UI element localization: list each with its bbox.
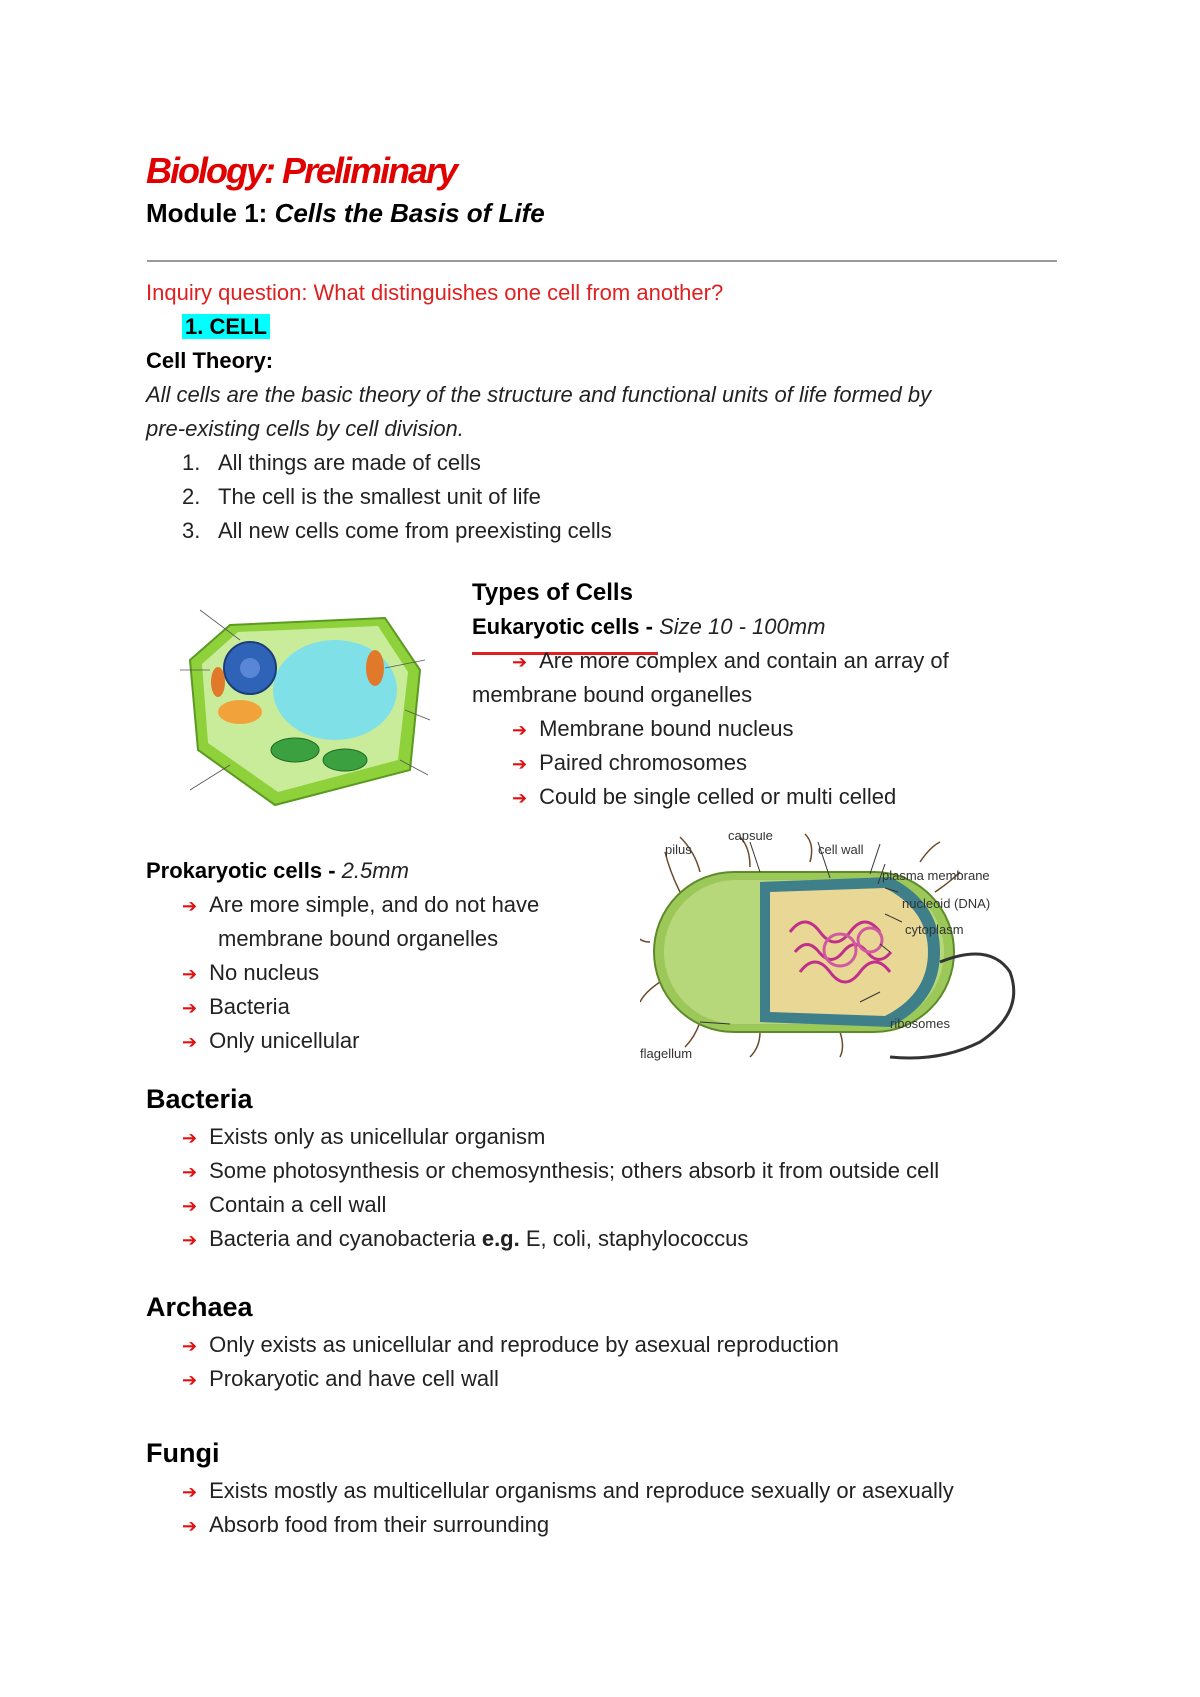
eukaryotic-point-1 (512, 644, 949, 679)
chloroplast-shape (271, 738, 319, 762)
cell-theory-point (182, 446, 481, 480)
archaea-point-text: Prokaryotic and have cell wall (209, 1366, 499, 1391)
module-heading (146, 198, 545, 229)
point-text: The cell is the smallest unit of life (218, 484, 541, 509)
section-cell-heading (182, 310, 270, 344)
section-cell-label: 1. CELL (182, 314, 270, 339)
eukaryotic-separator: - (639, 614, 660, 639)
mitochondrion-shape (366, 650, 384, 686)
arrow-icon: ➔ (182, 1482, 198, 1502)
inquiry-question: Inquiry question: What distinguishes one cell from another? (146, 280, 724, 305)
point-text: All new cells come from preexisting cells (218, 518, 612, 543)
arrow-icon: ➔ (182, 896, 198, 916)
prokaryotic-point-1-continued: membrane bound organelles (218, 926, 499, 951)
module-prefix: Module 1: (146, 198, 275, 228)
arrow-icon: ➔ (182, 1336, 198, 1356)
arrow-icon: ➔ (182, 1162, 198, 1182)
bacteria-example-prefix: Bacteria and cyanobacteria (209, 1226, 482, 1251)
prokaryotic-line (146, 854, 409, 888)
cell-theory-point (182, 480, 541, 514)
prokaryotic-size: 2.5mm (341, 858, 409, 883)
label-nucleoid: nucleoid (DNA) (902, 896, 991, 911)
arrow-icon: ➔ (182, 1196, 198, 1216)
bacteria-point (182, 1188, 386, 1223)
label-cytoplasm: cytoplasm (905, 922, 964, 937)
arrow-icon: ➔ (182, 1370, 198, 1390)
archaea-heading: Archaea (146, 1292, 253, 1322)
label-plasma-membrane: plasma membrane (882, 868, 990, 883)
label-pilus: pilus (665, 842, 692, 857)
arrow-icon: ➔ (512, 754, 528, 774)
eukaryotic-point-1-continued: membrane bound organelles (472, 682, 753, 707)
bacteria-point-text: Some photosynthesis or chemosynthesis; others absorb it from outside cell (209, 1158, 940, 1183)
eukaryotic-point-text: Paired chromosomes (539, 750, 747, 775)
eukaryotic-line (472, 610, 825, 644)
bacteria-point-text: Contain a cell wall (209, 1192, 387, 1217)
prokaryotic-point (182, 990, 290, 1025)
archaea-point-text: Only exists as unicellular and reproduce by asexual reproduction (209, 1332, 839, 1357)
prokaryotic-label: Prokaryotic cells (146, 858, 323, 883)
eukaryotic-size: Size 10 - 100mm (659, 614, 826, 639)
label-capsule: capsule (728, 832, 773, 843)
prokaryotic-point-1-text: Are more simple, and do not have (209, 892, 540, 917)
arrow-icon: ➔ (182, 1516, 198, 1536)
bacteria-example-eg: e.g. (481, 1226, 520, 1251)
archaea-point (182, 1362, 499, 1397)
eukaryotic-point-text: Membrane bound nucleus (539, 716, 794, 741)
eukaryotic-point (512, 780, 896, 815)
document-title: Biology: Preliminary (146, 150, 457, 191)
bacteria-point (182, 1154, 939, 1189)
prokaryotic-separator: - (322, 858, 342, 883)
label-ribosomes: ribosomes (890, 1016, 950, 1031)
bacteria-point (182, 1222, 748, 1257)
mitochondrion-shape (211, 667, 225, 697)
chloroplast-shape (323, 749, 367, 771)
label-flagellum: flagellum (640, 1046, 693, 1061)
eukaryotic-point-1-text: Are more complex and contain an array of (539, 648, 949, 673)
bacteria-example-suffix: E, coli, staphylococcus (519, 1226, 749, 1251)
prokaryotic-point (182, 1024, 360, 1059)
arrow-icon: ➔ (182, 1230, 198, 1250)
arrow-icon: ➔ (182, 1128, 198, 1148)
types-of-cells-heading: Types of Cells (472, 579, 633, 606)
fungi-point-text: Absorb food from their surrounding (209, 1512, 550, 1537)
fungi-point-text: Exists mostly as multicellular organisms and reproduce sexually or asexually (209, 1478, 954, 1503)
cell-theory-heading: Cell Theory: (146, 348, 274, 373)
point-text: All things are made of cells (218, 450, 481, 475)
arrow-icon: ➔ (512, 720, 528, 740)
module-name: Cells the Basis of Life (274, 198, 545, 228)
arrow-icon: ➔ (182, 964, 198, 984)
plant-cell-diagram (170, 600, 470, 815)
fungi-point (182, 1474, 954, 1509)
point-number: 1. (182, 450, 201, 475)
cell-theory-point (182, 514, 612, 548)
label-cell-wall: cell wall (818, 842, 864, 857)
point-number: 3. (182, 518, 201, 543)
horizontal-divider (147, 260, 1057, 262)
prokaryotic-point-text: Only unicellular (209, 1028, 360, 1053)
prokaryotic-point (182, 956, 319, 991)
bacteria-point (182, 1120, 545, 1155)
archaea-point (182, 1328, 839, 1363)
prokaryotic-point-text: Bacteria (209, 994, 290, 1019)
golgi-shape (218, 700, 262, 724)
arrow-icon: ➔ (512, 652, 528, 672)
bacteria-heading: Bacteria (146, 1084, 253, 1114)
fungi-point (182, 1508, 549, 1543)
prokaryotic-point-text: No nucleus (209, 960, 320, 985)
point-number: 2. (182, 484, 201, 509)
arrow-icon: ➔ (182, 1032, 198, 1052)
eukaryotic-point-text: Could be single celled or multi celled (539, 784, 897, 809)
arrow-icon: ➔ (182, 998, 198, 1018)
prokaryotic-point-1 (182, 888, 539, 923)
cell-theory-definition-line2: pre-existing cells by cell division. (146, 416, 464, 441)
cell-theory-definition-line1: All cells are the basic theory of the structure and functional units of life formed by (146, 382, 932, 407)
nucleolus-shape (240, 658, 260, 678)
eukaryotic-point (512, 746, 747, 781)
arrow-icon: ➔ (512, 788, 528, 808)
bacterium-diagram (640, 832, 1030, 1062)
eukaryotic-point (512, 712, 793, 747)
bacteria-point-text: Exists only as unicellular organism (209, 1124, 546, 1149)
eukaryotic-label: Eukaryotic cells (472, 614, 640, 639)
fungi-heading: Fungi (146, 1438, 220, 1468)
